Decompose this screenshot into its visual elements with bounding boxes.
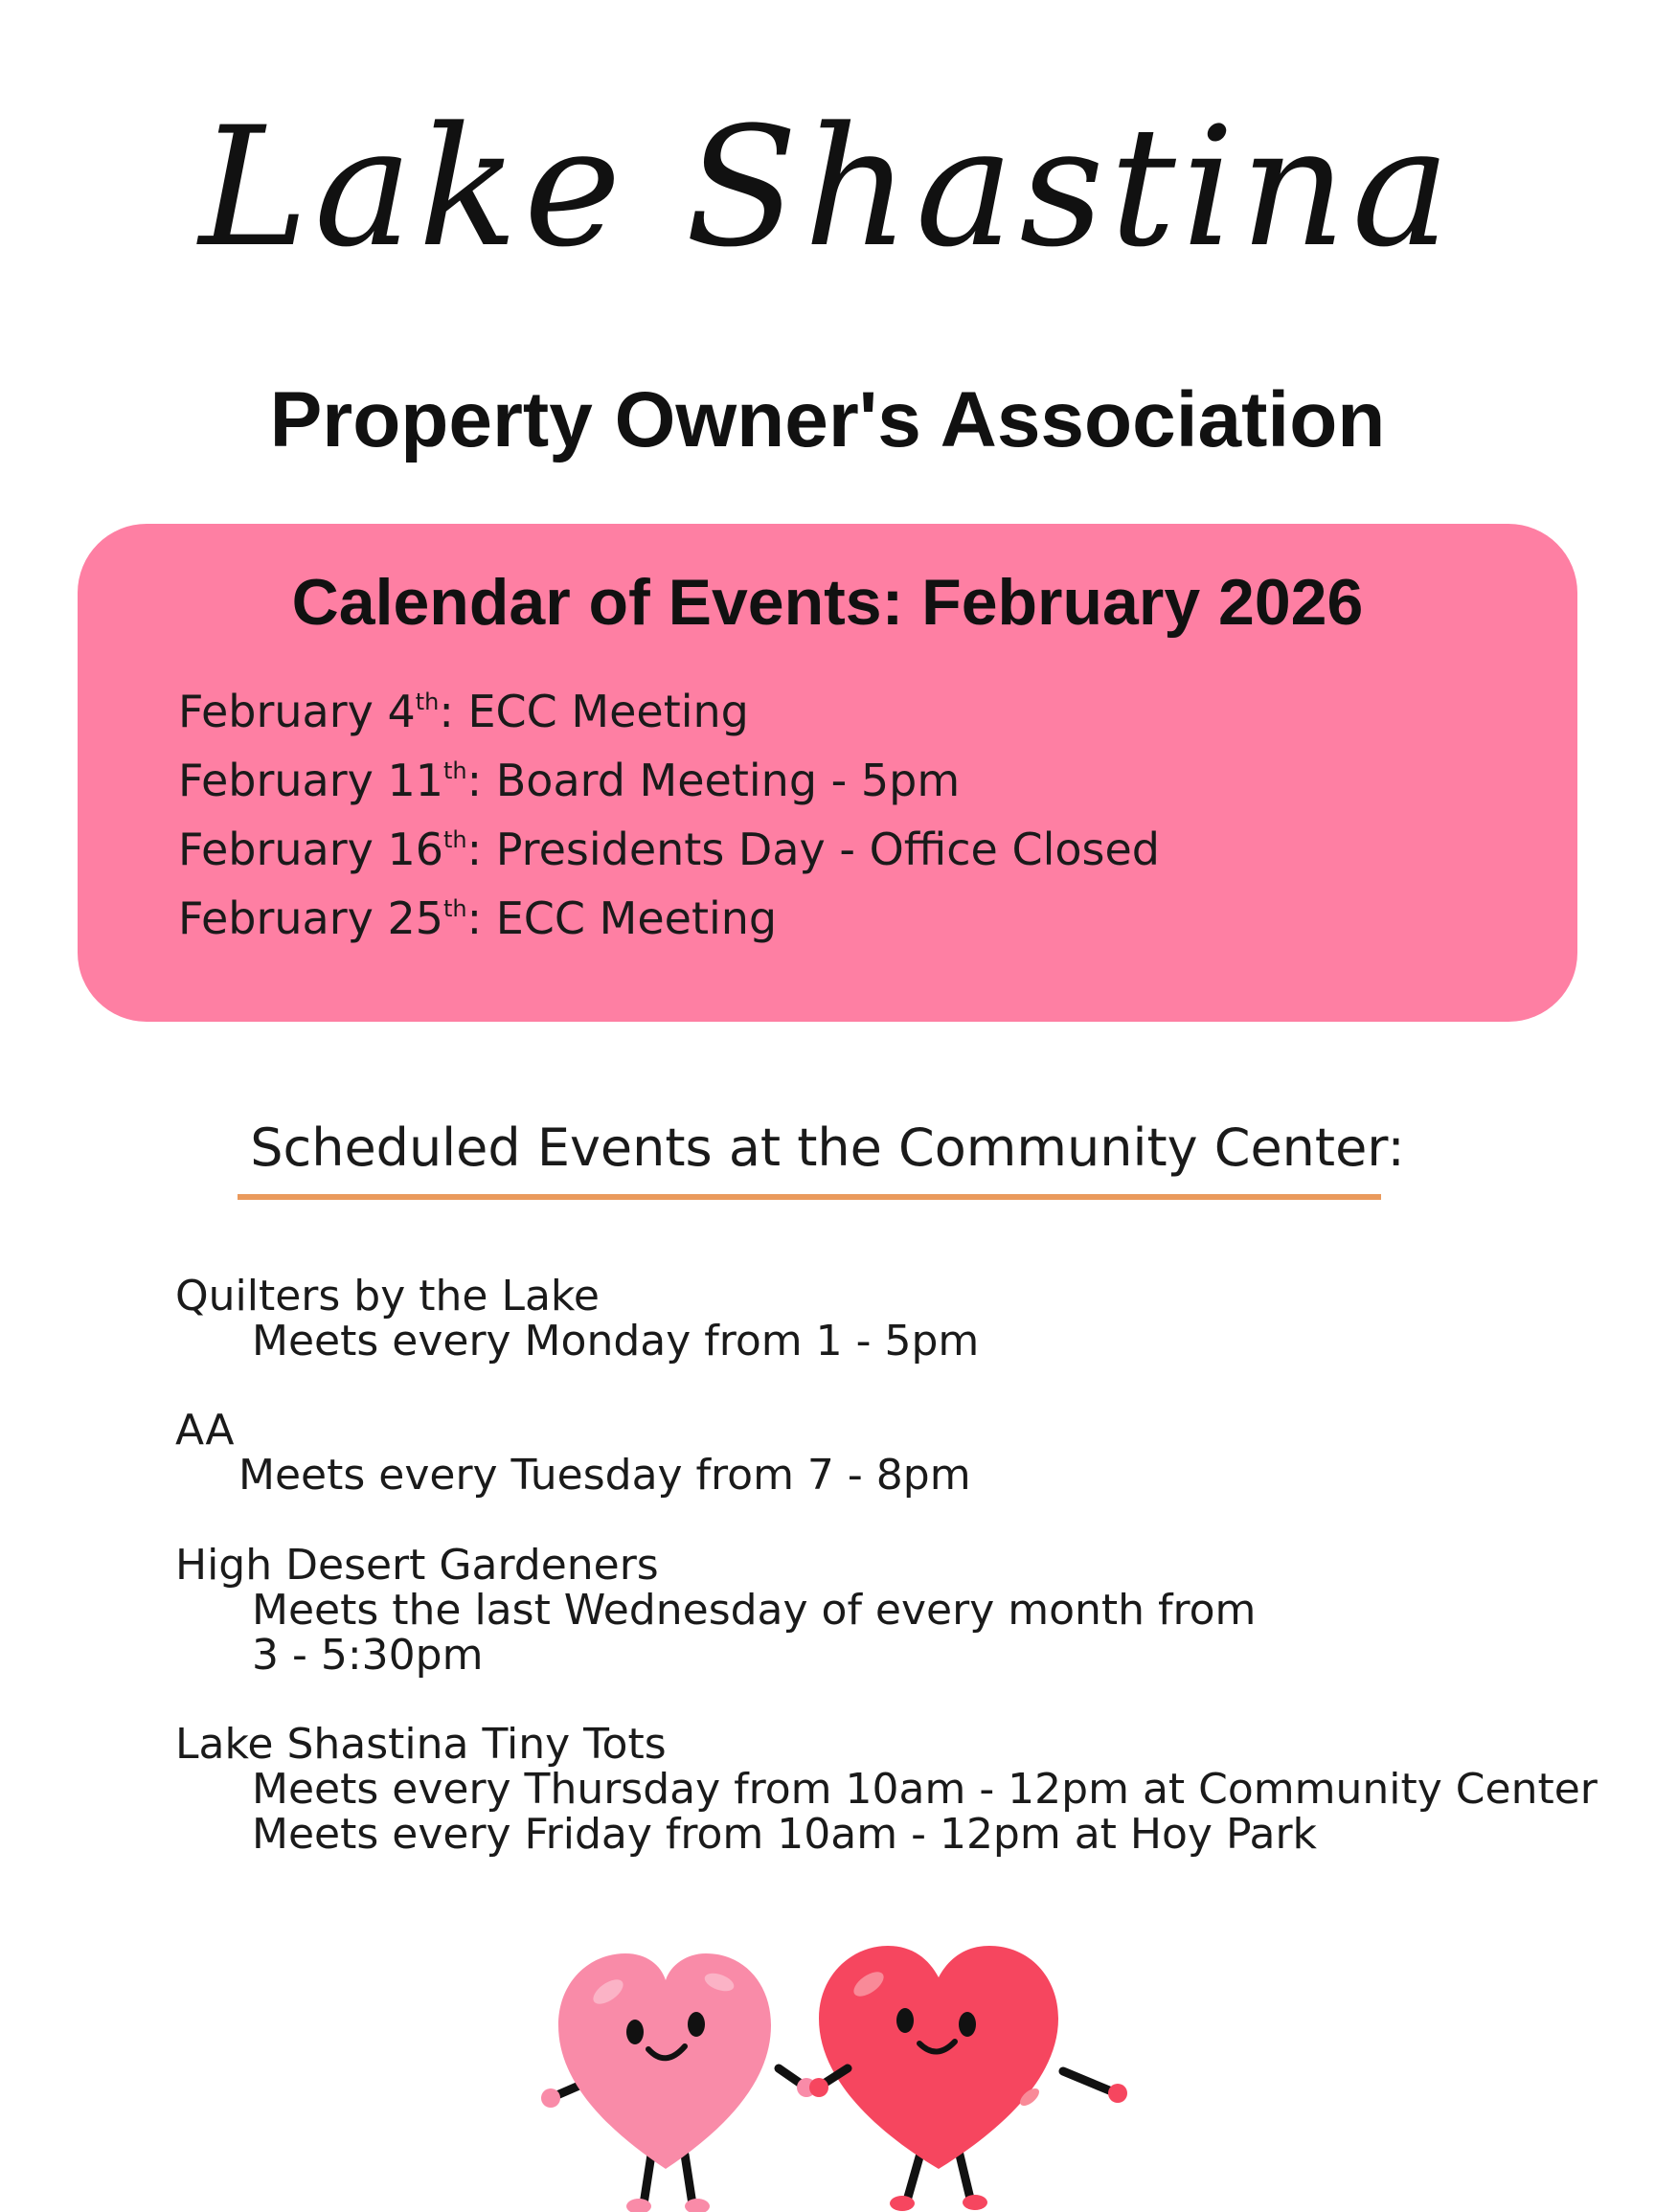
event-group-name: Lake Shastina Tiny Tots — [175, 1720, 667, 1769]
calendar-heading: Calendar of Events: February 2026 — [291, 566, 1364, 639]
calendar-item-text: : ECC Meeting — [439, 686, 749, 737]
event-group-name: Quilters by the Lake — [175, 1272, 600, 1320]
calendar-item-date: February 4 — [178, 686, 416, 737]
calendar-item-suffix: th — [443, 826, 467, 853]
event-group-tiny-tots — [175, 1722, 1598, 1857]
calendar-box — [78, 524, 1577, 1022]
calendar-item-suffix: th — [443, 757, 467, 784]
calendar-item-suffix: th — [415, 688, 440, 715]
calendar-item — [178, 884, 1160, 953]
calendar-item-date: February 25 — [178, 892, 443, 944]
event-group-schedule: Meets every Tuesday from 7 - 8pm — [238, 1451, 971, 1500]
event-group-gardeners — [175, 1543, 1256, 1678]
event-group-schedule: Meets every Monday from 1 - 5pm — [252, 1317, 980, 1366]
calendar-item — [178, 815, 1160, 884]
right-heart-icon — [819, 1946, 1127, 2211]
calendar-item — [178, 746, 1160, 815]
community-center-heading: Scheduled Events at the Community Center: — [250, 1117, 1405, 1178]
calendar-item-text: : ECC Meeting — [466, 892, 778, 944]
event-group-schedule: Meets the last Wednesday of every month from — [252, 1586, 1257, 1635]
event-group-aa — [175, 1408, 971, 1498]
heading-underline-divider — [238, 1194, 1381, 1200]
event-group-name: High Desert Gardeners — [175, 1541, 659, 1590]
calendar-item-date: February 11 — [178, 755, 443, 806]
association-subtitle: Property Owner's Association — [269, 376, 1386, 463]
left-heart-icon — [541, 1953, 771, 2212]
calendar-item-text: : Presidents Day - Office Closed — [466, 824, 1160, 875]
lake-shastina-script-title: Lake Shastina — [198, 91, 1457, 283]
calendar-item-suffix: th — [443, 895, 467, 922]
event-group-schedule: Meets every Friday from 10am - 12pm at Hoy Park — [252, 1810, 1318, 1859]
event-group-schedule: Meets every Thursday from 10am - 12pm at Community Center — [252, 1765, 1598, 1814]
calendar-item-text: : Board Meeting - 5pm — [466, 755, 961, 806]
event-group-quilters — [175, 1274, 979, 1364]
calendar-item — [178, 677, 1160, 746]
two-hearts-holding-hands-icon — [532, 1925, 1135, 2212]
calendar-list — [178, 677, 1160, 953]
event-group-name: AA — [175, 1406, 235, 1455]
calendar-item-date: February 16 — [178, 824, 443, 875]
event-group-schedule: 3 - 5:30pm — [252, 1631, 484, 1680]
